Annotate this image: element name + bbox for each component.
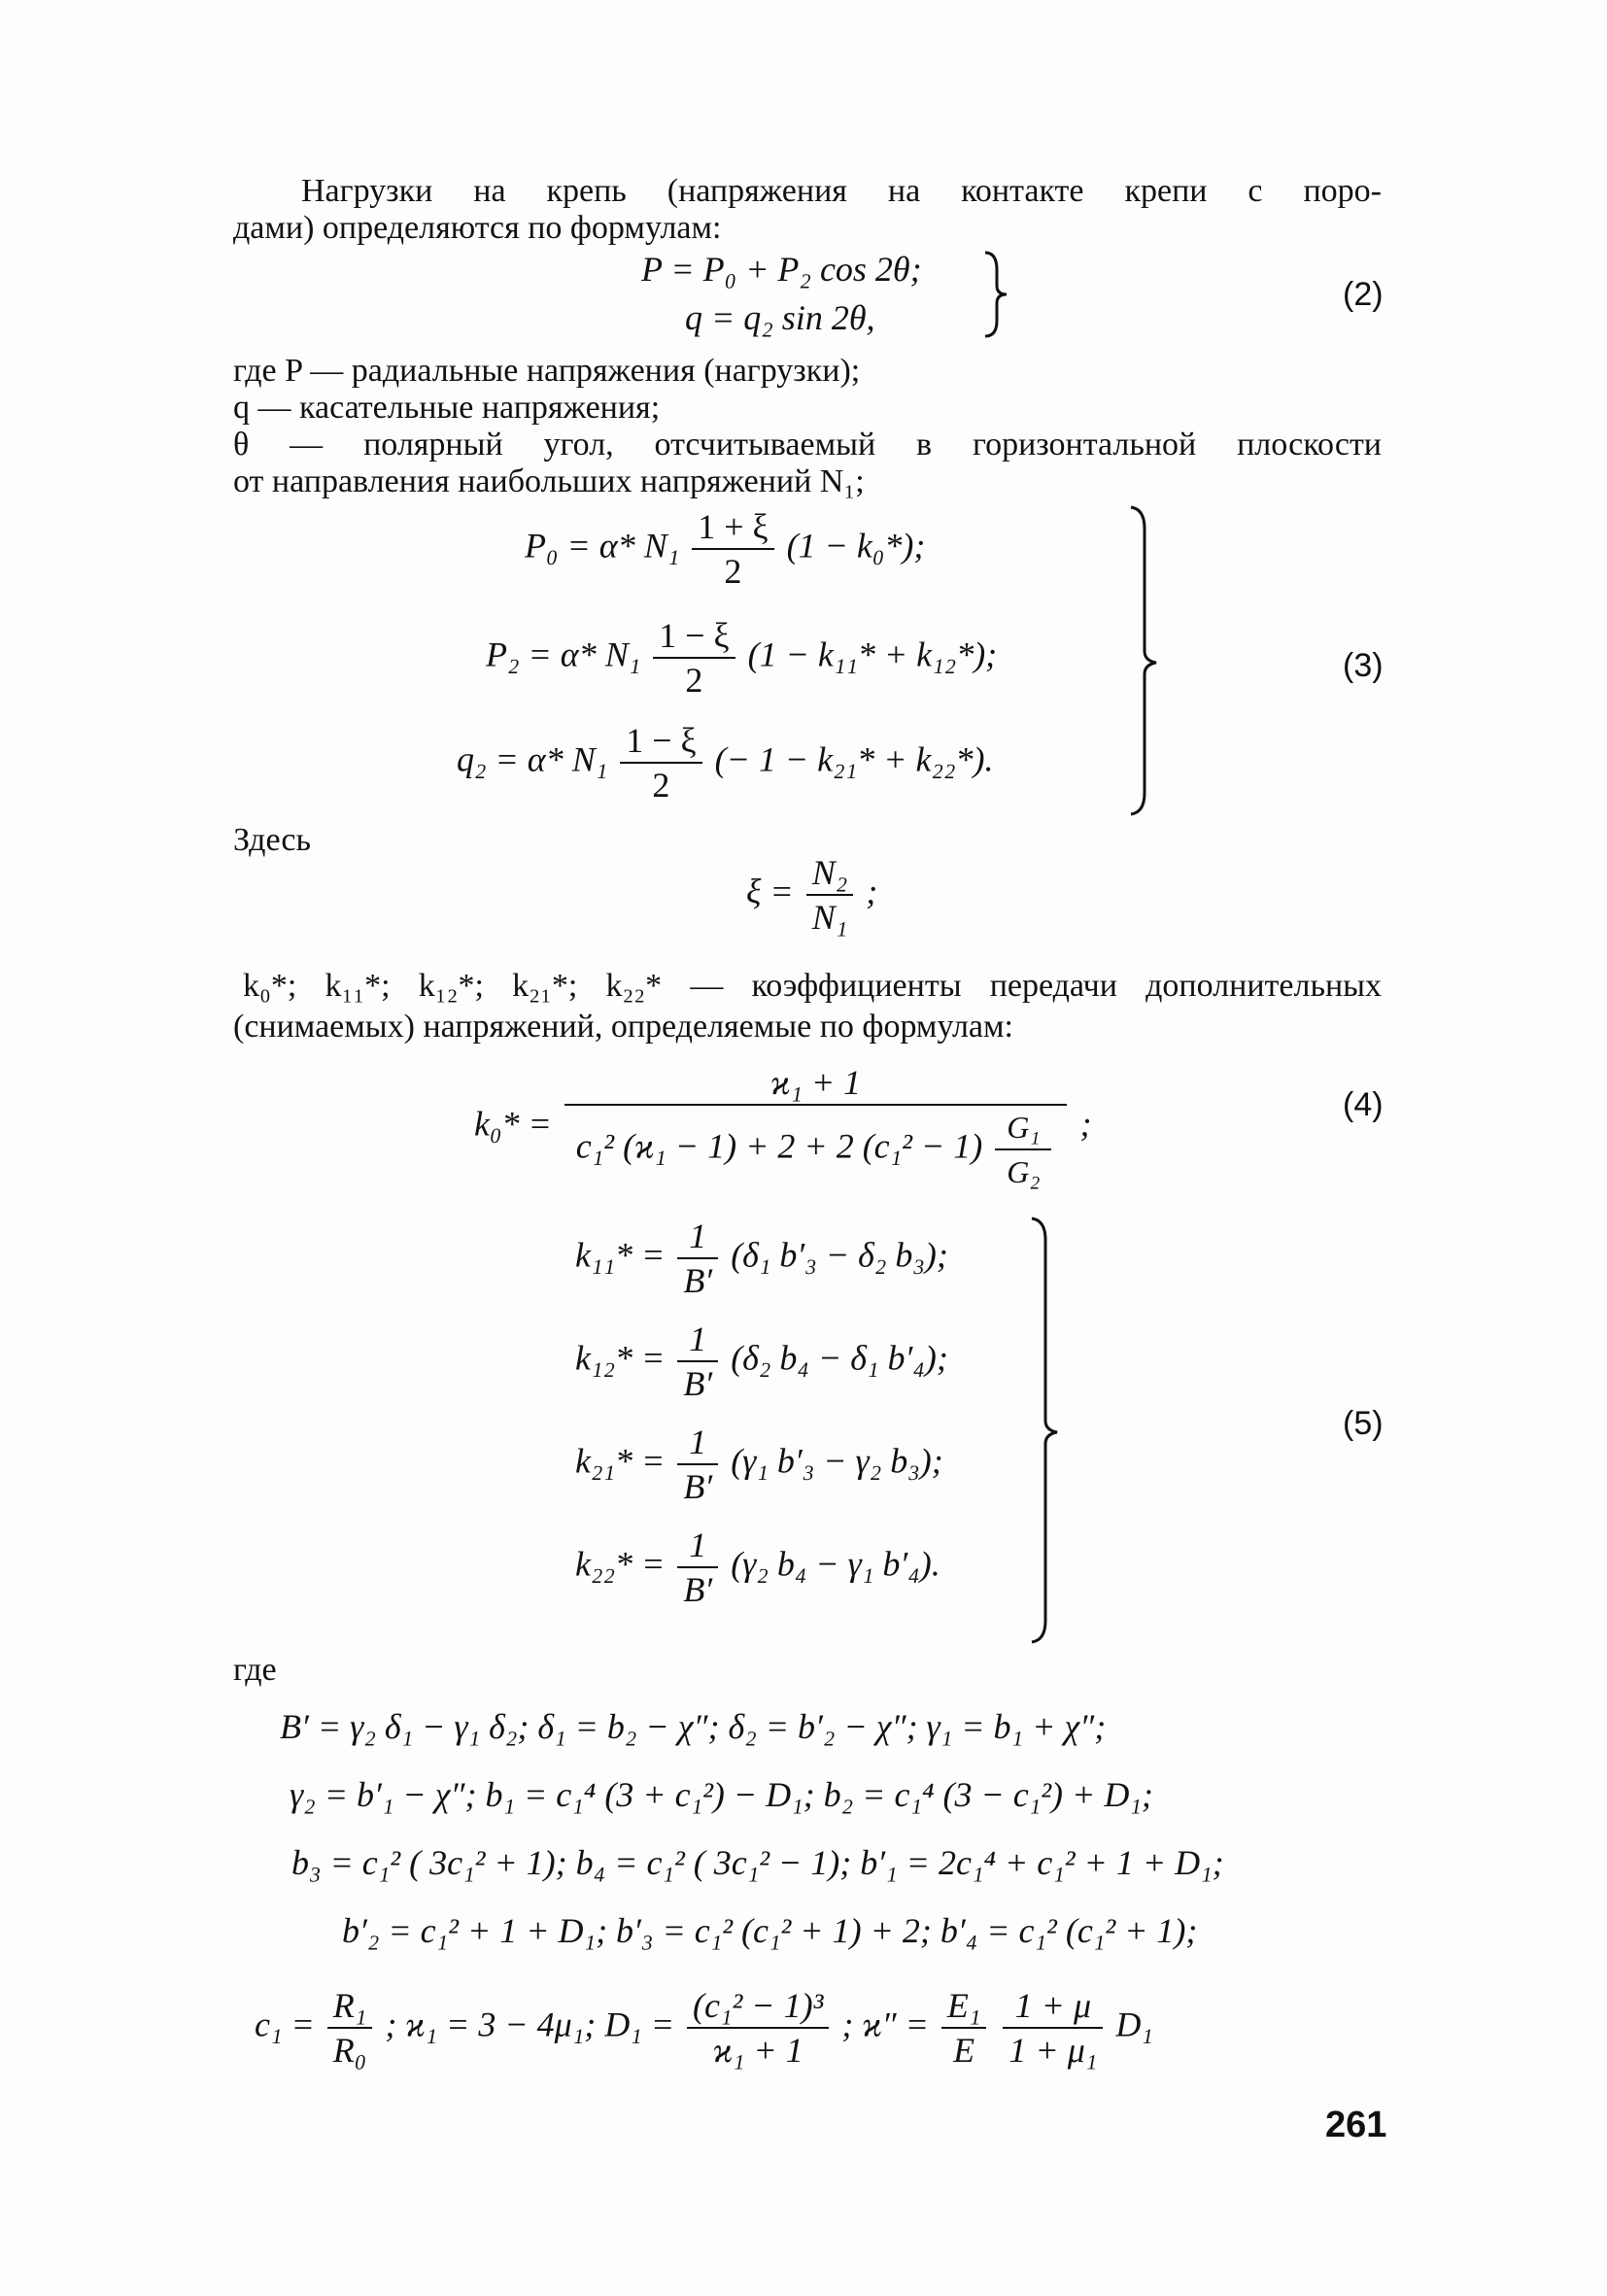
eq4-numerator: ϰ₁ + 1	[564, 1061, 1068, 1106]
eq3-q2-fraction	[620, 719, 701, 806]
eq3-p2-rhs: (1 − k₁₁* + k₁₂*);	[747, 634, 998, 674]
eq4-inner-denominator: G₂	[1007, 1154, 1041, 1189]
chi-denominator-1: E	[953, 2031, 975, 2070]
defs-line-1: где P — радиальные напряжения (нагрузки);	[233, 353, 861, 389]
d1-numerator: (c₁² − 1)³	[687, 1984, 829, 2029]
eq3-brace	[1127, 505, 1166, 816]
defs2-line-4: b′₂ = c₁² + 1 + D₁; b′₃ = c₁² (c₁² + 1) + 2; b′₄ = c₁² (c₁² + 1);	[342, 1911, 1198, 1950]
eq5-k21-lhs: k₂₁* =	[575, 1441, 666, 1481]
eq3-q2-rhs: (− 1 − k₂₁* + k₂₂*).	[714, 739, 994, 779]
eq3-p0-rhs: (1 − k₀*);	[786, 526, 926, 565]
eq5-k12-lhs: k₁₂* =	[575, 1338, 666, 1378]
chi-numerator-2: 1 + μ	[1003, 1984, 1103, 2029]
c1-denominator: R₀	[332, 2031, 367, 2070]
where-label: где	[233, 1652, 277, 1688]
coeffs-line-1: k₀*; k₁₁*; k₁₂*; k₂₁*; k₂₂* — коэффициенты передачи дополнительных	[243, 968, 1382, 1004]
defs-line-4: от направления наибольших напряжений N₁;	[233, 463, 865, 499]
xi-formula	[746, 851, 877, 939]
kappa-def: ; ϰ₁ = 3 − 4μ₁;	[385, 2005, 597, 2044]
eq4-fraction	[564, 1061, 1068, 1193]
eq5-k11-rhs: (δ₁ b′₃ − δ₂ b₃);	[731, 1235, 948, 1275]
eq5-k22-numerator: 1	[677, 1524, 718, 1568]
eq3-p2	[486, 614, 997, 702]
page-number: 261	[1325, 2105, 1387, 2145]
eq5-k21-numerator: 1	[677, 1421, 718, 1465]
eq2-brace	[981, 251, 1010, 338]
defs-line-2: q — касательные напряжения;	[233, 390, 661, 426]
eq5-k21	[575, 1421, 943, 1508]
eq4-number: (4)	[1343, 1086, 1384, 1123]
d1-lhs: D₁ =	[604, 2005, 675, 2044]
eq5-k12	[575, 1318, 948, 1405]
d1-denominator: ϰ₁ + 1	[712, 2031, 804, 2070]
eq3-p0-fraction	[692, 505, 773, 593]
eq4-denominator	[564, 1106, 1068, 1193]
defs2-line-3: b₃ = c₁² ( 3c₁² + 1); b₄ = c₁² ( 3c₁² − 1); b′₁ = 2c₁⁴ + c₁² + 1 + D₁;	[291, 1843, 1224, 1882]
eq3-p0	[525, 505, 925, 593]
last-formula-line	[255, 1984, 1153, 2072]
eq5-k22-denominator: B′	[683, 1570, 713, 1609]
eq3-p2-numerator: 1 − ξ	[653, 614, 735, 659]
chi-fraction-1	[941, 1984, 987, 2072]
eq5-k12-denominator: B′	[683, 1364, 713, 1403]
defs-line-3: θ — полярный угол, отсчитываемый в горизонтальной плоскости	[233, 427, 1382, 463]
coeffs-line-2: (снимаемых) напряжений, определяемые по формулам:	[233, 1009, 1013, 1045]
c1-numerator: R₁	[327, 1984, 373, 2029]
eq3-p2-lhs: P₂ = α* N₁	[486, 634, 641, 674]
eq2-line-2: q = q₂ sin 2θ,	[685, 298, 875, 337]
c1-lhs: c₁ =	[255, 2005, 315, 2044]
chi-denominator-2: 1 + μ₁	[1009, 2031, 1098, 2070]
eq5-k11-denominator: B′	[683, 1261, 713, 1300]
xi-rhs: ;	[866, 872, 878, 911]
eq5-k21-rhs: (γ₁ b′₃ − γ₂ b₃);	[731, 1441, 943, 1481]
eq3-p0-lhs: P₀ = α* N₁	[525, 526, 680, 565]
eq5-k11	[575, 1215, 948, 1302]
eq4-inner-numerator: G₁	[995, 1106, 1051, 1150]
eq5-k22-lhs: k₂₂* =	[575, 1544, 666, 1584]
xi-denominator: N₁	[811, 898, 848, 937]
eq5-k21-denominator: B′	[683, 1467, 713, 1506]
xi-fraction	[806, 851, 854, 939]
defs2-line-2: γ₂ = b′₁ − χ″; b₁ = c₁⁴ (3 + c₁²) − D₁; b₂ = c₁⁴ (3 − c₁²) + D₁;	[290, 1775, 1153, 1814]
eq3-p0-numerator: 1 + ξ	[692, 505, 773, 550]
eq5-k12-rhs: (δ₂ b₄ − δ₁ b′₄);	[731, 1338, 948, 1378]
eq2-number: (2)	[1343, 276, 1384, 313]
defs2-line-1: B′ = γ₂ δ₁ − γ₁ δ₂; δ₁ = b₂ − χ″; δ₂ = b′₂ − χ″; γ₁ = b₁ + χ″;	[280, 1707, 1107, 1746]
xi-lhs: ξ =	[746, 872, 794, 911]
eq5-k21-fraction	[677, 1421, 718, 1508]
eq5-k22-rhs: (γ₂ b₄ − γ₁ b′₄).	[731, 1544, 940, 1584]
eq3-number: (3)	[1343, 647, 1384, 684]
chi-lhs: ; ϰ″ =	[841, 2005, 929, 2044]
eq5-k22	[575, 1524, 940, 1611]
xi-numerator: N₂	[806, 851, 854, 896]
eq2-line-1: P = P₀ + P₂ cos 2θ;	[641, 250, 922, 289]
eq5-k12-fraction	[677, 1318, 718, 1405]
eq5-brace	[1028, 1217, 1067, 1644]
eq3-p2-fraction	[653, 614, 735, 702]
eq4-rhs: ;	[1079, 1104, 1092, 1144]
eq4-lhs: k₀* =	[474, 1104, 552, 1144]
eq3-q2-lhs: q₂ = α* N₁	[457, 739, 608, 779]
eq3-q2	[457, 719, 993, 806]
eq4-denominator-left: c₁² (ϰ₁ − 1) + 2 + 2 (c₁² − 1)	[575, 1126, 983, 1166]
chi-fraction-2	[1003, 1984, 1103, 2072]
c1-fraction	[327, 1984, 373, 2072]
eq3-q2-numerator: 1 − ξ	[620, 719, 701, 764]
d1-fraction	[687, 1984, 829, 2072]
eq4-inner-fraction	[995, 1106, 1051, 1193]
eq3-q2-denominator: 2	[652, 766, 670, 805]
eq3-p2-denominator: 2	[685, 661, 703, 700]
chi-tail: D₁	[1115, 2005, 1153, 2044]
eq3-p0-denominator: 2	[724, 552, 742, 591]
eq5-k11-numerator: 1	[677, 1215, 718, 1259]
eq4-formula	[474, 1061, 1091, 1193]
eq5-k11-lhs: k₁₁* =	[575, 1235, 666, 1275]
intro-line-1: Нагрузки на крепь (напряжения на контакте крепи с поро-	[301, 173, 1382, 209]
eq5-number: (5)	[1343, 1405, 1384, 1442]
intro-line-2: дами) определяются по формулам:	[233, 210, 722, 246]
eq5-k22-fraction	[677, 1524, 718, 1611]
chi-numerator-1: E₁	[941, 1984, 987, 2029]
eq5-k11-fraction	[677, 1215, 718, 1302]
eq5-k12-numerator: 1	[677, 1318, 718, 1362]
here-label: Здесь	[233, 822, 312, 858]
